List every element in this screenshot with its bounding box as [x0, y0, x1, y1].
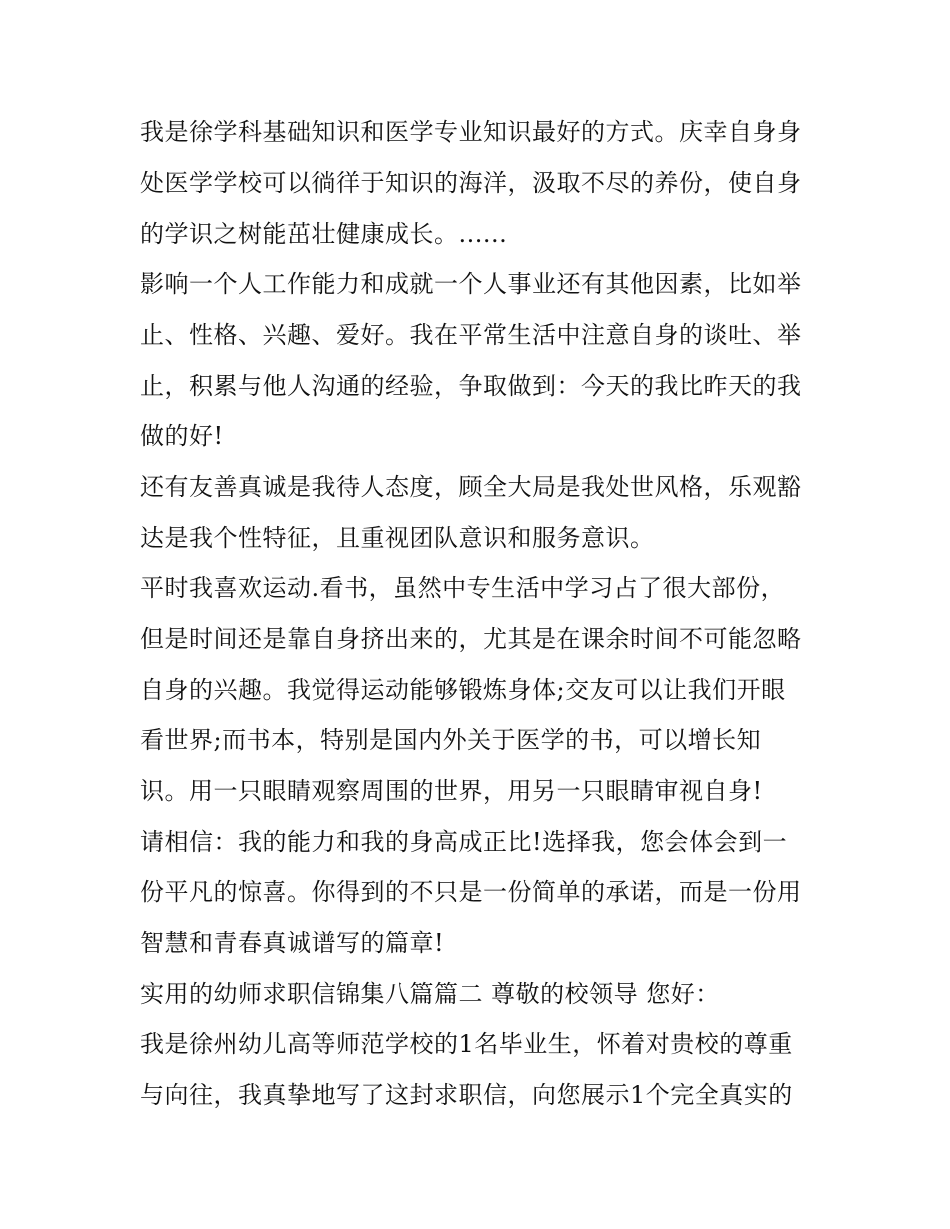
text-line: 达是我个性特征，且重视团队意识和服务意识。 [140, 524, 655, 552]
text-line: 自身的兴趣。我觉得运动能够锻炼身体;交友可以让我们开眼 [140, 676, 786, 704]
text-line: 请相信：我的能力和我的身高成正比!选择我，您会体会到一 [140, 828, 788, 856]
text-line: 平时我喜欢运动.看书，虽然中专生活中学习占了很大部份， [140, 574, 786, 602]
text-line: 智慧和青春真诚谱写的篇章! [140, 929, 445, 957]
text-line: 实用的幼师求职信锦集八篇篇二 尊敬的校领导 您好： [140, 980, 720, 1008]
text-line: 我是徐州幼儿高等师范学校的1名毕业生，怀着对贵校的尊重 [140, 1030, 793, 1058]
text-line: 影响一个人工作能力和成就一个人事业还有其他因素，比如举 [140, 270, 802, 298]
text-line: 份平凡的惊喜。你得到的不只是一份简单的承诺，而是一份用 [140, 878, 802, 906]
text-line: 止，积累与他人沟通的经验，争取做到：今天的我比昨天的我 [140, 372, 802, 400]
text-line: 的学识之树能茁壮健康成长。...... [140, 220, 508, 248]
text-line: 我是徐学科基础知识和医学专业知识最好的方式。庆幸自身身 [140, 118, 802, 146]
text-line: 止、性格、兴趣、爱好。我在平常生活中注意自身的谈吐、举 [140, 321, 802, 349]
text-line: 看世界;而书本，特别是国内外关于医学的书，可以增长知 [140, 726, 762, 754]
text-line: 但是时间还是靠自身挤出来的，尤其是在课余时间不可能忽略 [140, 625, 802, 653]
text-line: 识。用一只眼睛观察周围的世界，用另一只眼睛审视自身! [140, 777, 763, 805]
text-line: 做的好! [140, 422, 224, 450]
text-line: 与向往，我真挚地写了这封求职信，向您展示1个完全真实的 [140, 1081, 793, 1109]
text-line: 处医学学校可以徜徉于知识的海洋，汲取不尽的养份，使自身 [140, 169, 802, 197]
text-line: 还有友善真诚是我待人态度，顾全大局是我处世风格，乐观豁 [140, 473, 802, 501]
